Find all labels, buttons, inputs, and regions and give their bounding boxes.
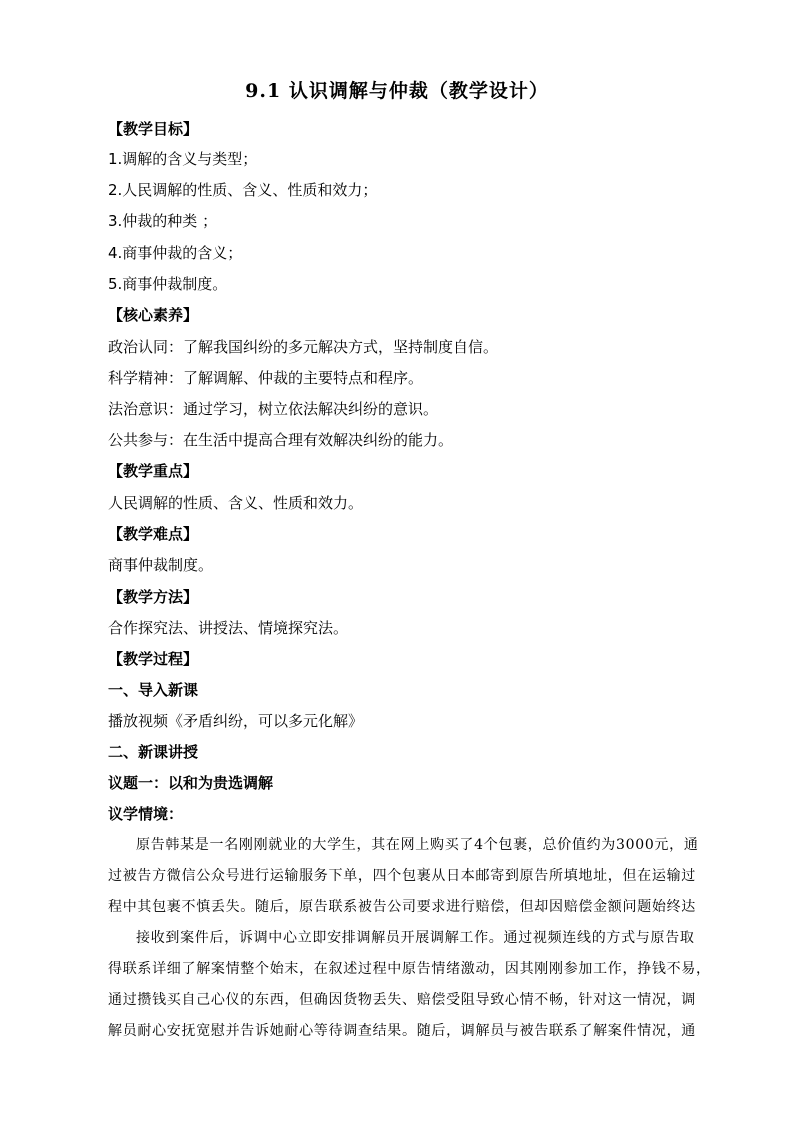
literacy-item: 科学精神：了解调解、仲裁的主要特点和程序。 xyxy=(108,369,424,387)
page-title: 9.1 认识调解与仲裁（教学设计） xyxy=(245,80,549,102)
case-paragraph-line: 原告韩某是一名刚刚就业的大学生，其在网上购买了4个包裹，总价值约为3000元，通 xyxy=(136,837,699,853)
difficulty-heading: 【教学难点】 xyxy=(108,525,199,543)
goal-item: 1.调解的含义与类型； xyxy=(108,150,258,168)
topic-heading: 议题一：以和为贵选调解 xyxy=(108,774,274,792)
case-paragraph-line: 通过攒钱买自己心仪的东西，但确因货物丢失、赔偿受阻导致心情不畅，针对这一情况，调 xyxy=(108,992,696,1008)
goal-item: 3.仲裁的种类 ； xyxy=(108,212,218,230)
difficulty-text: 商事仲裁制度。 xyxy=(108,556,214,574)
case-paragraph-line: 得联系详细了解案情整个始末，在叙述过程中原告情绪激动，因其刚刚参加工作，挣钱不易， xyxy=(108,961,711,977)
case-paragraph-line: 过被告方微信公众号进行运输服务下单，四个包裹从日本邮寄到原告所填地址，但在运输过 xyxy=(108,868,696,884)
intro-heading: 一、导入新课 xyxy=(108,681,199,699)
case-paragraph-line: 接收到案件后，诉调中心立即安排调解员开展调解工作。通过视频连线的方式与原告取 xyxy=(136,930,695,946)
literacy-heading: 【核心素养】 xyxy=(108,306,199,324)
key-text: 人民调解的性质、含义、性质和效力。 xyxy=(108,494,364,512)
goal-item: 2.人民调解的性质、含义、性质和效力； xyxy=(108,181,378,199)
literacy-item: 公共参与：在生活中提高合理有效解决纠纷的能力。 xyxy=(108,431,454,449)
literacy-item: 法治意识：通过学习，树立依法解决纠纷的意识。 xyxy=(108,400,439,418)
method-text: 合作探究法、讲授法、情境探究法。 xyxy=(108,619,349,637)
goals-heading: 【教学目标】 xyxy=(108,120,199,138)
goal-item: 4.商事仲裁的含义； xyxy=(108,244,243,262)
new-lesson-heading: 二、新课讲授 xyxy=(108,743,199,761)
scenario-heading: 议学情境： xyxy=(108,805,184,823)
method-heading: 【教学方法】 xyxy=(108,588,199,606)
key-heading: 【教学重点】 xyxy=(108,462,199,480)
case-paragraph-line: 程中其包裹不慎丢失。随后，原告联系被告公司要求进行赔偿，但却因赔偿金额问题始终达 xyxy=(108,899,696,915)
case-paragraph-line: 解员耐心安抚宽慰并告诉她耐心等待调查结果。随后，调解员与被告联系了解案件情况，通 xyxy=(108,1023,696,1039)
literacy-item: 政治认同：了解我国纠纷的多元解决方式，坚持制度自信。 xyxy=(108,338,499,356)
process-heading: 【教学过程】 xyxy=(108,650,199,668)
intro-text: 播放视频《矛盾纠纷，可以多元化解》 xyxy=(108,712,364,730)
goal-item: 5.商事仲裁制度。 xyxy=(108,275,228,293)
